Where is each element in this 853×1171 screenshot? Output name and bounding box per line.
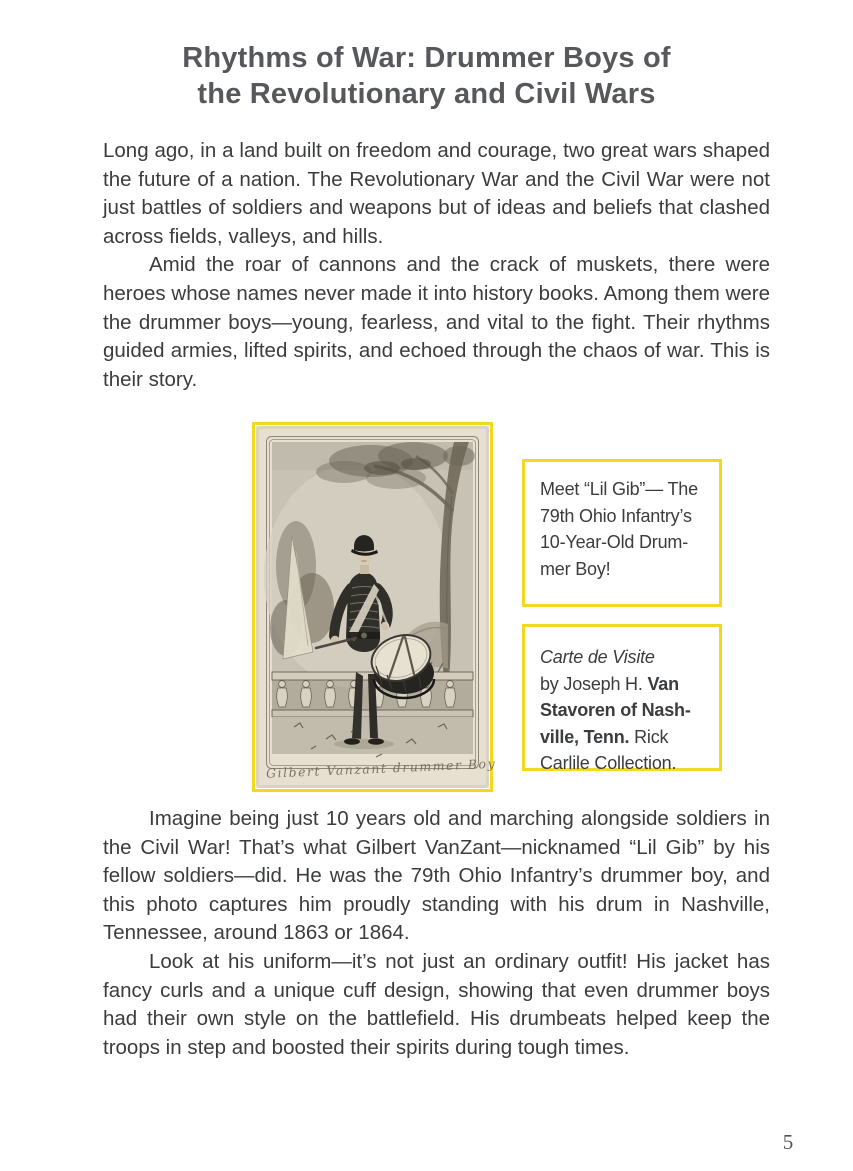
caption-segment: Meet “Lil Gib”— The [540,479,698,499]
page-number: 5 [782,1130,794,1154]
page-title [0,40,853,112]
carte-de-visite-card [256,426,497,788]
caption-segment: 79th Ohio Infantry’s [540,505,692,526]
drummer-boy-photo [256,426,497,788]
caption-segment: Van [647,673,679,694]
caption-segment: Rick [629,726,669,747]
callout-photo-credit [522,624,722,774]
caption-segment: Stavoren of Nash- [540,700,691,721]
paragraph-story-2: Look at his uniform—it’s not just an ordinary outfit! His jacket has fancy curls and a unique cuff design, showing that even drummer boys had their own style on the battlefield. His drumbeats helped keep the troops in step and boosted their spirits during tough times. [103,949,770,1059]
caption-segment: 10-Year-Old Drum- [540,532,688,553]
caption-line [540,671,704,698]
caption-line [540,644,704,671]
paragraph-story-1: Imagine being just 10 years old and marching alongside soldiers in the Civil War! That’s what Gilbert VanZant—nicknamed “Lil Gib” by his fellow soldiers—did. He was the 79th Ohio Infantry’s drummer boy, and this photo captures him proudly standing with his drum in Nashville, Tennessee, around 1863 or 1864. [103,807,770,945]
caption-line [540,724,704,751]
paragraph-intro-1: Long ago, in a land built on freedom and courage, two great wars shaped the future of a nation. The Revolutionary War and the Civil War were not just battles of soldiers and weapons but of ideas and beliefs that clashed across fields, valleys, and hills. [103,139,770,248]
callout-lil-gib [522,459,722,607]
story-paragraphs [103,805,770,1062]
caption-segment: Carlile Collection. [540,753,677,774]
intro-paragraphs [103,137,770,394]
photo-handwritten-caption: Gilbert Vanzant drummer Boy [265,755,497,781]
caption-segment: ville, Tenn. [540,726,630,747]
caption-segment: by Joseph H. [540,673,648,694]
page-title-line2: the Revolutionary and Civil Wars [197,78,656,110]
paragraph-intro-2: Amid the roar of cannons and the crack of muskets, there were heroes whose names never made it into history books. Among them were the drummer boys—young, fearless, and vital to the fight. Their rhythms guided armies, lifted spirits, and echoed through the chaos of war. This is their story. [103,253,770,391]
caption-line [540,529,704,556]
caption-segment: mer Boy! [540,558,611,579]
drummer-boy-photo-frame [252,422,497,792]
caption-segment: Carte de Visite [540,647,655,667]
page-title-line1: Rhythms of War: Drummer Boys of [182,42,671,74]
caption-line [540,503,704,530]
caption-line [540,750,704,777]
caption-line [540,697,704,724]
caption-line [540,556,704,583]
caption-line [540,476,704,503]
